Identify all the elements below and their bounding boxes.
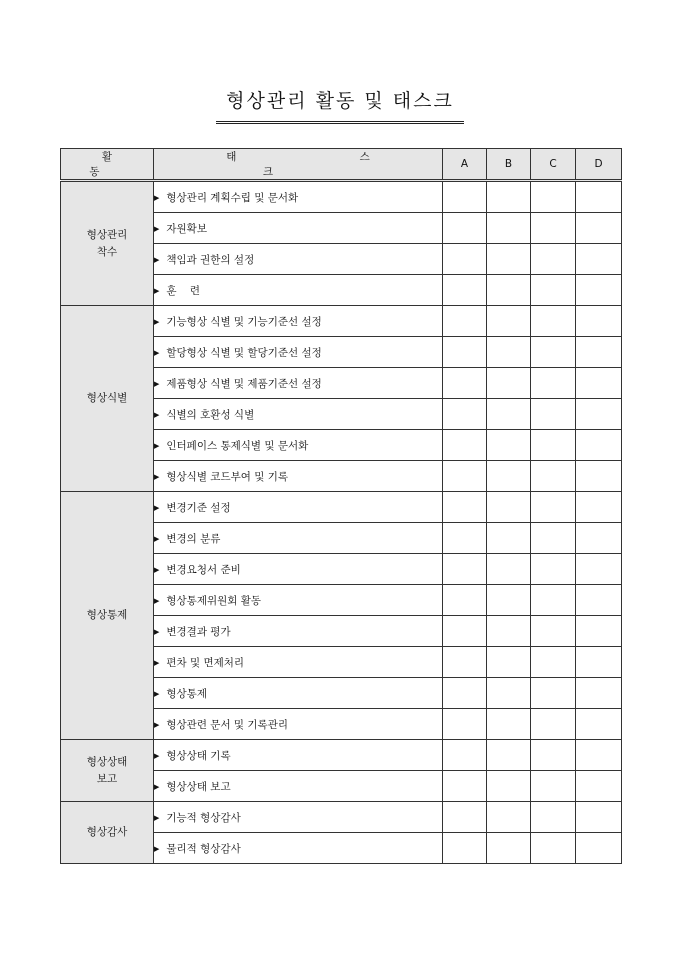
bullet-arrow-icon: ▶: [154, 317, 160, 326]
activity-cell: [61, 181, 154, 306]
header-column-b: B: [487, 149, 531, 181]
check-cell-d: [576, 461, 622, 492]
check-cell-b: [487, 740, 531, 771]
check-cell-c: [531, 585, 576, 616]
check-cell-c: [531, 678, 576, 709]
check-cell-d: [576, 678, 622, 709]
table-body: [61, 181, 622, 864]
header-row: [61, 149, 622, 181]
task-cell: [154, 647, 443, 678]
task-cell: [154, 740, 443, 771]
header-column-c: C: [531, 149, 576, 181]
check-cell-c: [531, 399, 576, 430]
table-row: [61, 306, 622, 337]
check-cell-b: [487, 430, 531, 461]
bullet-arrow-icon: ▶: [154, 689, 160, 698]
header-column-a: A: [443, 149, 487, 181]
check-cell-a: [443, 213, 487, 244]
bullet-arrow-icon: ▶: [154, 286, 160, 295]
check-cell-b: [487, 771, 531, 802]
task-label: 인터페이스 통제식별 및 문서화: [166, 439, 309, 452]
check-cell-d: [576, 740, 622, 771]
page-title: 형상관리 활동 및 태스크: [216, 86, 464, 124]
task-label: 기능형상 식별 및 기능기준선 설정: [166, 315, 322, 328]
bullet-arrow-icon: ▶: [154, 565, 160, 574]
task-cell: [154, 244, 443, 275]
check-cell-b: [487, 802, 531, 833]
check-cell-c: [531, 337, 576, 368]
bullet-arrow-icon: ▶: [154, 255, 160, 264]
table-row: [61, 492, 622, 523]
check-cell-b: [487, 833, 531, 864]
table-row: [61, 181, 622, 213]
task-cell: [154, 461, 443, 492]
activity-name-line: 형상상태: [86, 756, 128, 769]
check-cell-b: [487, 492, 531, 523]
check-cell-d: [576, 802, 622, 833]
check-cell-c: [531, 213, 576, 244]
task-cell: [154, 337, 443, 368]
check-cell-c: [531, 461, 576, 492]
task-label: 형상상태 보고: [166, 780, 231, 793]
check-cell-b: [487, 306, 531, 337]
task-cell: [154, 771, 443, 802]
check-cell-c: [531, 275, 576, 306]
check-cell-d: [576, 492, 622, 523]
check-cell-b: [487, 368, 531, 399]
check-cell-c: [531, 244, 576, 275]
task-cell: [154, 430, 443, 461]
bullet-arrow-icon: ▶: [154, 658, 160, 667]
task-cell: [154, 181, 443, 213]
check-cell-b: [487, 461, 531, 492]
check-cell-c: [531, 523, 576, 554]
task-label: 형상관리 계획수립 및 문서화: [166, 191, 299, 204]
bullet-arrow-icon: ▶: [154, 782, 160, 791]
bullet-arrow-icon: ▶: [154, 751, 160, 760]
task-label: 변경요청서 준비: [166, 563, 241, 576]
check-cell-a: [443, 554, 487, 585]
check-cell-c: [531, 430, 576, 461]
check-cell-a: [443, 181, 487, 213]
check-cell-c: [531, 647, 576, 678]
check-cell-a: [443, 585, 487, 616]
check-cell-d: [576, 275, 622, 306]
task-label: 책임과 권한의 설정: [166, 253, 255, 266]
check-cell-d: [576, 244, 622, 275]
activity-name-line: 형상통제: [86, 609, 128, 622]
check-cell-c: [531, 492, 576, 523]
task-label: 제품형상 식별 및 제품기준선 설정: [166, 377, 322, 390]
check-cell-d: [576, 337, 622, 368]
bullet-arrow-icon: ▶: [154, 441, 160, 450]
check-cell-c: [531, 181, 576, 213]
check-cell-b: [487, 554, 531, 585]
bullet-arrow-icon: ▶: [154, 813, 160, 822]
task-cell: [154, 554, 443, 585]
check-cell-c: [531, 802, 576, 833]
task-cell: [154, 833, 443, 864]
table-row: [61, 740, 622, 771]
check-cell-c: [531, 554, 576, 585]
bullet-arrow-icon: ▶: [154, 410, 160, 419]
header-activity: 활 동: [61, 149, 154, 181]
task-label: 형상관련 문서 및 기록관리: [166, 718, 288, 731]
header-task: 태 스 크: [154, 149, 443, 181]
bullet-arrow-icon: ▶: [154, 534, 160, 543]
task-label: 변경결과 평가: [166, 625, 231, 638]
task-cell: [154, 399, 443, 430]
table-row: [61, 802, 622, 833]
check-cell-a: [443, 306, 487, 337]
activity-cell: [61, 802, 154, 864]
task-label: 변경기준 설정: [166, 501, 231, 514]
check-cell-d: [576, 306, 622, 337]
task-cell: [154, 709, 443, 740]
check-cell-d: [576, 585, 622, 616]
task-label: 형상식별 코드부여 및 기록: [166, 470, 288, 483]
check-cell-a: [443, 430, 487, 461]
task-label: 할당형상 식별 및 할당기준선 설정: [166, 346, 322, 359]
check-cell-a: [443, 802, 487, 833]
task-cell: [154, 678, 443, 709]
check-cell-c: [531, 306, 576, 337]
check-cell-b: [487, 213, 531, 244]
task-cell: [154, 213, 443, 244]
bullet-arrow-icon: ▶: [154, 720, 160, 729]
task-cell: [154, 802, 443, 833]
check-cell-c: [531, 368, 576, 399]
check-cell-a: [443, 709, 487, 740]
activity-name-line: 착수: [96, 245, 118, 258]
task-label: 편차 및 면제처리: [166, 656, 245, 669]
task-label: 형상통제: [166, 687, 207, 700]
task-cell: [154, 585, 443, 616]
check-cell-a: [443, 368, 487, 399]
task-cell: [154, 275, 443, 306]
check-cell-c: [531, 616, 576, 647]
task-label: 훈 련: [166, 284, 201, 297]
title-wrap: [0, 86, 680, 124]
check-cell-a: [443, 523, 487, 554]
activity-cell: [61, 492, 154, 740]
check-cell-d: [576, 771, 622, 802]
task-cell: [154, 368, 443, 399]
check-cell-c: [531, 771, 576, 802]
check-cell-b: [487, 181, 531, 213]
check-cell-b: [487, 275, 531, 306]
check-cell-c: [531, 709, 576, 740]
check-cell-d: [576, 399, 622, 430]
check-cell-a: [443, 678, 487, 709]
check-cell-a: [443, 616, 487, 647]
task-label: 식별의 호환성 식별: [166, 408, 255, 421]
bullet-arrow-icon: ▶: [154, 193, 160, 202]
check-cell-b: [487, 709, 531, 740]
bullet-arrow-icon: ▶: [154, 627, 160, 636]
check-cell-a: [443, 833, 487, 864]
check-cell-d: [576, 430, 622, 461]
check-cell-d: [576, 647, 622, 678]
check-cell-d: [576, 181, 622, 213]
task-label: 형상상태 기록: [166, 749, 231, 762]
activity-task-table: [60, 148, 622, 864]
check-cell-d: [576, 554, 622, 585]
check-cell-c: [531, 740, 576, 771]
check-cell-a: [443, 647, 487, 678]
check-cell-b: [487, 585, 531, 616]
activity-name-line: 보고: [96, 772, 118, 785]
check-cell-b: [487, 337, 531, 368]
check-cell-d: [576, 616, 622, 647]
check-cell-a: [443, 337, 487, 368]
header-column-d: D: [576, 149, 622, 181]
check-cell-a: [443, 461, 487, 492]
check-cell-a: [443, 399, 487, 430]
bullet-arrow-icon: ▶: [154, 348, 160, 357]
check-cell-b: [487, 647, 531, 678]
check-cell-c: [531, 833, 576, 864]
task-cell: [154, 523, 443, 554]
check-cell-a: [443, 771, 487, 802]
task-cell: [154, 492, 443, 523]
activity-cell: [61, 306, 154, 492]
bullet-arrow-icon: ▶: [154, 596, 160, 605]
activity-name-line: 형상관리: [86, 229, 128, 242]
task-label: 변경의 분류: [166, 532, 221, 545]
bullet-arrow-icon: ▶: [154, 472, 160, 481]
check-cell-b: [487, 523, 531, 554]
bullet-arrow-icon: ▶: [154, 379, 160, 388]
task-cell: [154, 616, 443, 647]
activity-cell: [61, 740, 154, 802]
check-cell-d: [576, 709, 622, 740]
check-cell-a: [443, 275, 487, 306]
bullet-arrow-icon: ▶: [154, 224, 160, 233]
check-cell-a: [443, 244, 487, 275]
task-label: 자원확보: [166, 222, 207, 235]
bullet-arrow-icon: ▶: [154, 844, 160, 853]
task-label: 기능적 형상감사: [166, 811, 241, 824]
check-cell-b: [487, 616, 531, 647]
task-cell: [154, 306, 443, 337]
check-cell-b: [487, 399, 531, 430]
task-label: 형상통제위원회 활동: [166, 594, 262, 607]
check-cell-d: [576, 523, 622, 554]
check-cell-d: [576, 368, 622, 399]
check-cell-b: [487, 678, 531, 709]
check-cell-b: [487, 244, 531, 275]
task-label: 물리적 형상감사: [166, 842, 241, 855]
bullet-arrow-icon: ▶: [154, 503, 160, 512]
activity-name-line: 형상식별: [86, 392, 128, 405]
check-cell-d: [576, 833, 622, 864]
check-cell-a: [443, 740, 487, 771]
activity-name-line: 형상감사: [86, 826, 128, 839]
check-cell-a: [443, 492, 487, 523]
check-cell-d: [576, 213, 622, 244]
